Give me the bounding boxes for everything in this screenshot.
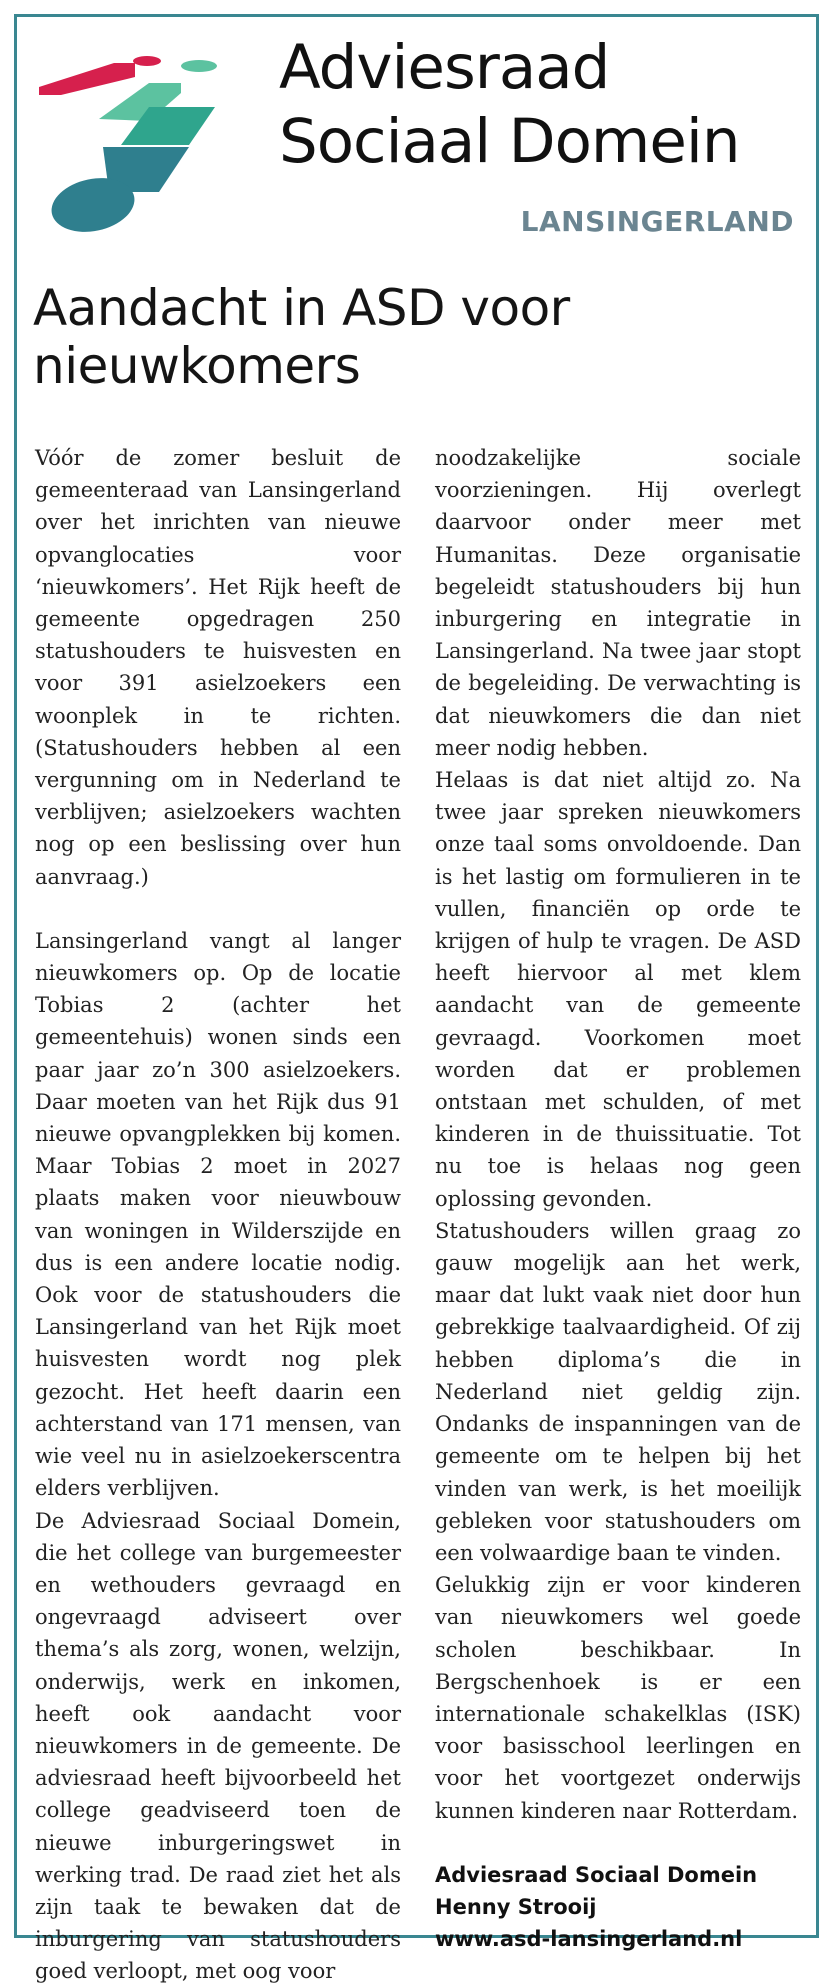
organization-name-line1: Adviesraad (279, 32, 610, 103)
signature-author: Henny Strooij (435, 1894, 597, 1919)
logo-light-teal-dot (181, 60, 217, 72)
article-paragraph: Statushouders willen graag zo gauw mogelijk aan het werk, maar dat lukt vaak niet door hun gebrekkige taalvaardigheid. Of zij hebben diploma’s die in Nederland niet geldig zijn. Ondanks de inspanningen van de gemeente om te helpen bij het vinden van werk, is het moeilijk gebleken voor statushouders om een volwaardige baan te vinden. (435, 1218, 801, 1565)
signature-organization: Adviesraad Sociaal Domein (435, 1862, 758, 1887)
organization-name (279, 31, 739, 179)
article-headline: Aandacht in ASD voor nieuwkomers (33, 279, 570, 395)
asd-logo-icon (39, 47, 249, 237)
article-paragraph: Helaas is dat niet altijd zo. Na twee jaar spreken nieuwkomers onze taal soms onvoldoende. Dan is het lastig om formulieren in te vullen, financiën op orde te krijgen of hulp te vragen. De ASD heeft hiervoor al met klem aandacht van de gemeente gevraagd. Voorkomen moet worden dat er problemen ontstaan met schulden, of met kinderen in de thuissituatie. Tot nu toe is helaas nog geen oplossing gevonden. (435, 768, 801, 1211)
article-frame (14, 14, 819, 1984)
logo-red-dot (133, 56, 161, 66)
masthead (17, 17, 816, 257)
article-paragraph: Gelukkig zijn er voor kinderen van nieuwkomers wel goede scholen beschikbaar. In Bergschenhoek is er een internationale schakelklas (ISK) voor basisschool leerlingen en voor het voortgezet onderwijs kunnen kinderen naar Rotterdam. (435, 1573, 801, 1823)
article-paragraph: De Adviesraad Sociaal Domein, die het college van burgemeester en wethouders gevraagd en ongevraagd adviseert over thema’s als zorg, wonen, welzijn, onderwijs, werk en inkomen, heeft ook aandacht voor nieuwkomers in de gemeente. De adviesraad heeft bijvoorbeeld het college geadviseerd toen de nieuwe inburgeringswet in werking trad. De raad ziet het als zijn taak te bewaken dat de inburgering van statushouders goed verloopt, met oog voor (35, 1508, 401, 1984)
article-signature (435, 1859, 801, 1955)
organization-name-line2: Sociaal Domein (279, 106, 740, 177)
organization-location: LANSINGERLAND (520, 205, 794, 238)
article-column-left (35, 442, 401, 1988)
logo-red-shape (39, 63, 135, 95)
article-paragraph: Vóór de zomer besluit de gemeenteraad van Lansingerland over het inrichten van nieuwe opvanglocaties voor ‘nieuwkomers’. Het Rijk heeft de gemeente opgedragen 250 statushouders te huisvesten en voor 391 asielzoekers een woonplek in te richten. (Statushouders hebben al een vergunning om in Nederland te verblijven; asielzoekers wachten nog op een beslissing over hun aanvraag.) (35, 446, 401, 889)
signature-website: www.asd-lansingerland.nl (435, 1926, 743, 1951)
article-column-right (435, 442, 801, 1955)
article-paragraph: noodzakelijke sociale voorzieningen. Hij overlegt daarvoor onder meer met Humanitas. Deze organisatie begeleidt statushouders bij hun inburgering en integratie in Lansingerland. Na twee jaar stopt de begeleiding. De verwachting is dat nieuwkomers die dan niet meer nodig hebben. (435, 446, 801, 760)
article-paragraph: Lansingerland vangt al langer nieuwkomers op. Op de locatie Tobias 2 (achter het gemeentehuis) wonen sinds een paar jaar zo’n 300 asielzoekers. Daar moeten van het Rijk dus 91 nieuwe opvangplekken bij komen. Maar Tobias 2 moet in 2027 plaats maken voor nieuwbouw van woningen in Wilderszijde en dus is een andere locatie nodig. Ook voor de statushouders die Lansingerland van het Rijk moet huisvesten wordt nog plek gezocht. Het heeft daarin een achterstand van 171 mensen, van wie veel nu in asielzoekerscentra elders verblijven. (35, 928, 401, 1501)
